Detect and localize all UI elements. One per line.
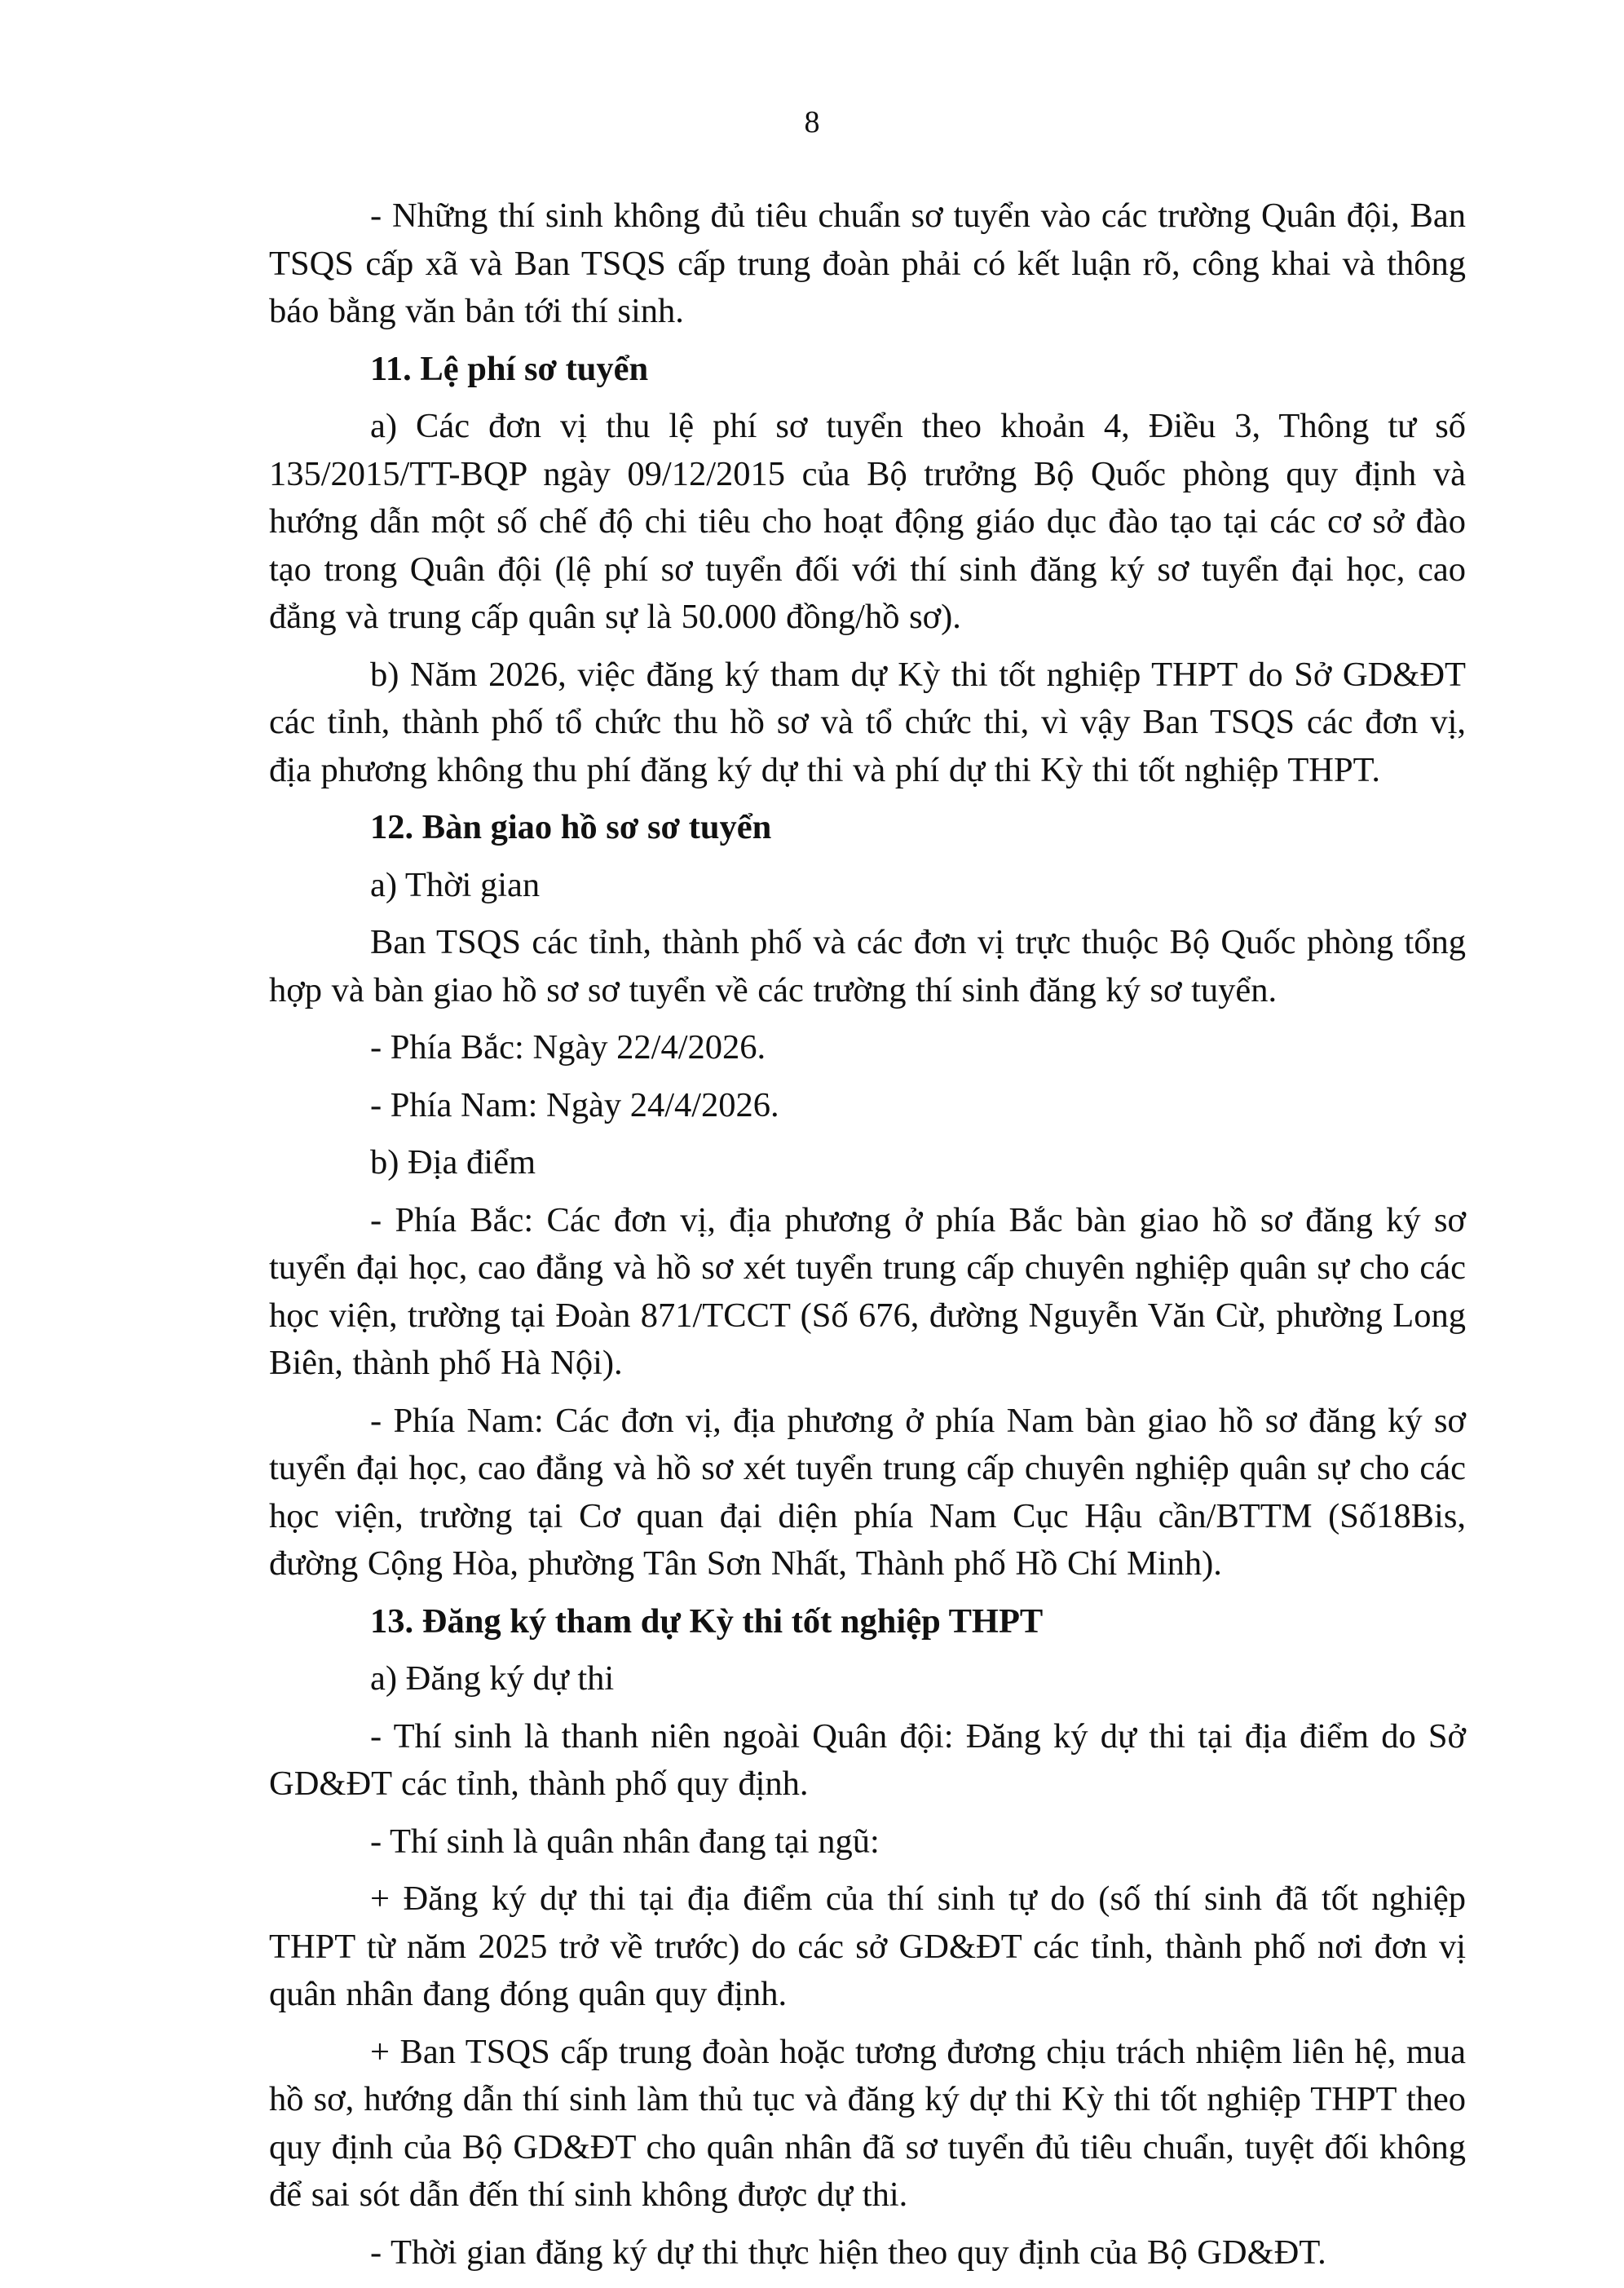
paragraph-12b-north: - Phía Bắc: Các đơn vị, địa phương ở phía Bắc bàn giao hồ sơ đăng ký sơ tuyển đại học, cao đẳng và hồ sơ xét tuyển trung cấp chuyên nghiệp quân sự cho các học viện, trường tại Đoàn 871/TCCT (Số 676, đường Nguyễn Văn Cừ, phường Long Biên, thành phố Hà Nội). bbox=[269, 1200, 1466, 1382]
page-number: 8 bbox=[804, 105, 820, 139]
paragraph-13a-regiment-board: + Ban TSQS cấp trung đoàn hoặc tương đương chịu trách nhiệm liên hệ, mua hồ sơ, hướng dẫn thí sinh làm thủ tục và đăng ký dự thi Kỳ thi tốt nghiệp THPT theo quy định của Bộ GD&ĐT cho quân nhân đã sơ tuyển đủ tiêu chuẩn, tuyệt đối không để sai sót dẫn đến thí sinh không được dự thi. bbox=[269, 2032, 1466, 2214]
paragraph-12a-body: Ban TSQS các tỉnh, thành phố và các đơn vị trực thuộc Bộ Quốc phòng tổng hợp và bàn giao hồ sơ sơ tuyển về các trường thí sinh đăng ký sơ tuyển. bbox=[269, 923, 1466, 1009]
paragraph-11b: b) Năm 2026, việc đăng ký tham dự Kỳ thi tốt nghiệp THPT do Sở GD&ĐT các tỉnh, thành phố tổ chức thu hồ sơ và tổ chức thi, vì vậy Ban TSQS các đơn vị, địa phương không thu phí đăng ký dự thi và phí dự thi Kỳ thi tốt nghiệp THPT. bbox=[269, 655, 1466, 789]
section-heading-13: 13. Đăng ký tham dự Kỳ thi tốt nghiệp THPT bbox=[370, 1601, 1044, 1641]
section-heading-12: 12. Bàn giao hồ sơ sơ tuyển bbox=[370, 808, 772, 846]
document-body bbox=[269, 192, 1466, 2286]
paragraph-12a-south: - Phía Nam: Ngày 24/4/2026. bbox=[370, 1085, 779, 1124]
subheading-12b: b) Địa điểm bbox=[370, 1143, 536, 1182]
paragraph-13a-free-candidate: + Đăng ký dự thi tại địa điểm của thí sinh tự do (số thí sinh đã tốt nghiệp THPT từ năm 2025 trở về trước) do các sở GD&ĐT các tỉnh, thành phố nơi đơn vị quân nhân đang đóng quân quy định. bbox=[269, 1879, 1466, 2013]
paragraph-11a: a) Các đơn vị thu lệ phí sơ tuyển theo khoản 4, Điều 3, Thông tư số 135/2015/TT-BQP ngày 09/12/2015 của Bộ trưởng Bộ Quốc phòng quy định và hướng dẫn một số chế độ chi tiêu cho hoạt động giáo dục đào tạo tại các cơ sở đào tạo trong Quân đội (lệ phí sơ tuyển đối với thí sinh đăng ký sơ tuyển đại học, cao đẳng và trung cấp quân sự là 50.000 đồng/hồ sơ). bbox=[269, 407, 1466, 636]
section-heading-11: 11. Lệ phí sơ tuyển bbox=[370, 349, 649, 388]
paragraph-13a-civilian: - Thí sinh là thanh niên ngoài Quân đội: Đăng ký dự thi tại địa điểm do Sở GD&ĐT các tỉnh, thành phố quy định. bbox=[269, 1716, 1466, 1803]
paragraph-12b-south: - Phía Nam: Các đơn vị, địa phương ở phía Nam bàn giao hồ sơ đăng ký sơ tuyển đại học, cao đẳng và hồ sơ xét tuyển trung cấp chuyên nghiệp quân sự cho các học viện, trường tại Cơ quan đại diện phía Nam Cục Hậu cần/BTTM (Số18Bis, đường Cộng Hòa, phường Tân Sơn Nhất, Thành phố Hồ Chí Minh). bbox=[269, 1401, 1466, 1583]
paragraph-13a-military: - Thí sinh là quân nhân đang tại ngũ: bbox=[370, 1822, 880, 1861]
subheading-12a: a) Thời gian bbox=[370, 865, 541, 904]
paragraph-ineligible-candidates: - Những thí sinh không đủ tiêu chuẩn sơ tuyển vào các trường Quân đội, Ban TSQS cấp xã và Ban TSQS cấp trung đoàn phải có kết luận rõ, công khai và thông báo bằng văn bản tới thí sinh. bbox=[269, 197, 1466, 330]
paragraph-13a-timing: - Thời gian đăng ký dự thi thực hiện theo quy định của Bộ GD&ĐT. bbox=[370, 2233, 1326, 2272]
subheading-13a: a) Đăng ký dự thi bbox=[370, 1659, 615, 1698]
paragraph-12a-north: - Phía Bắc: Ngày 22/4/2026. bbox=[370, 1028, 766, 1067]
